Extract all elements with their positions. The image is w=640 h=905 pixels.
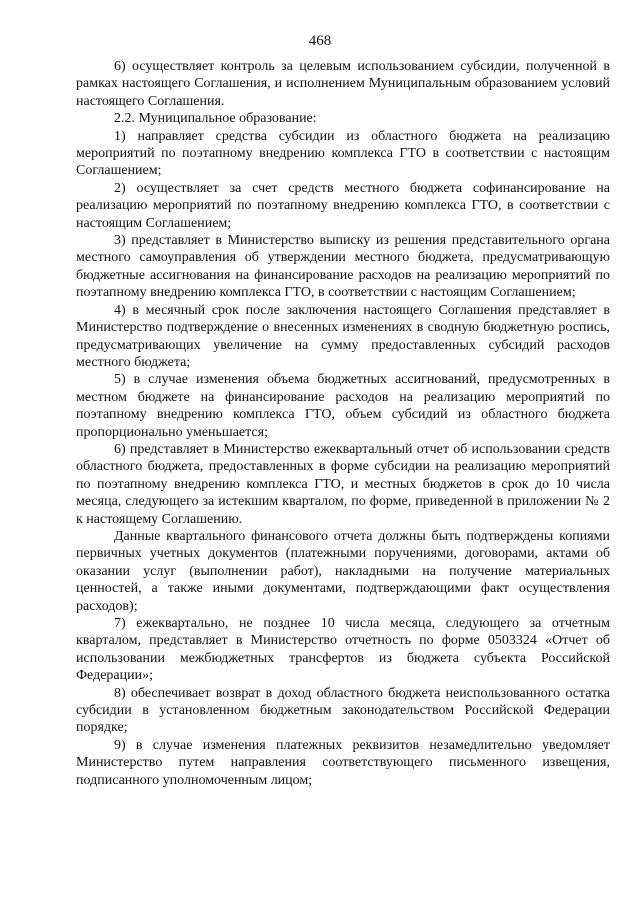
paragraph-report-confirmation: Данные квартального финансового отчета должны быть подтверждены копиями первичных учетных документов (платежными поручениями, договорами, актами об оказании услуг (выполнении работ), накладными на получение материальных ценностей, а также иными документами, подтверждающими факт осуществления расходов);	[76, 528, 610, 614]
paragraph-5-reduction: 5) в случае изменения объема бюджетных ассигнований, предусмотренных в местном бюджете на финансирование расходов на реализацию мероприятий по поэтапному внедрению комплекса ГТО, объем субсидий из областного бюджета пропорционально уменьшается;	[76, 372, 610, 440]
page-number: 468	[308, 33, 332, 49]
paragraph-2-cofinancing: 2) осуществляет за счет средств местного бюджета софинансирование на реализацию мероприятий по поэтапному внедрению комплекса ГТО, в соответствии с настоящим Соглашением;	[76, 180, 610, 231]
paragraph-6-quarterly-report: 6) представляет в Министерство ежеквартальный отчет об использовании средств областного бюджета, предоставленных в форме субсидии на реализацию мероприятий по поэтапному внедрению комплекса ГТО, и местных бюджетов в срок до 10 числа месяца, следующего за истекшим кварталом, по форме, приведенной в приложении № 2 к настоящему Соглашению.	[76, 441, 610, 527]
paragraph-8-return-remainder: 8) обеспечивает возврат в доход областного бюджета неиспользованного остатка субсидии в установленном бюджетным законодательством Российской Федерации порядке;	[76, 685, 610, 736]
paragraph-9-payment-details: 9) в случае изменения платежных реквизитов незамедлительно уведомляет Министерство путем направления соответствующего письменного извещения, подписанного уполномоченным лицом;	[76, 737, 610, 788]
paragraph-4-budget-changes: 4) в месячный срок после заключения настоящего Соглашения представляет в Министерство подтверждение о внесенных изменениях в сводную бюджетную роспись, предусматривающих увеличение на сумму предоставленных субсидий расходов местного бюджета;	[76, 302, 610, 370]
section-heading-2-2: 2.2. Муниципальное образование:	[114, 111, 317, 127]
paragraph-6-control: 6) осуществляет контроль за целевым использованием субсидии, полученной в рамках настоящего Соглашения, и исполнением Муниципальным образованием условий настоящего Соглашения.	[76, 59, 610, 109]
paragraph-1-directs-funds: 1) направляет средства субсидии из областного бюджета на реализацию мероприятий по поэтапному внедрению комплекса ГТО в соответствии с настоящим Соглашением;	[76, 128, 610, 179]
paragraph-7-form-0503324: 7) ежеквартально, не позднее 10 числа месяца, следующего за отчетным кварталом, представляет в Министерство отчетность по форме 0503324 «Отчет об использовании межбюджетных трансфертов из бюджета субъекта Российской Федерации»;	[76, 616, 610, 684]
document-body	[76, 58, 610, 789]
paragraph-3-budget-extract: 3) представляет в Министерство выписку из решения представительного органа местного самоуправления об утверждении местного бюджета, предусматривающую бюджетные ассигнования на финансирование расходов на реализацию мероприятий по поэтапному внедрению комплекса ГТО, в соответствии с настоящим Соглашением;	[76, 233, 610, 301]
